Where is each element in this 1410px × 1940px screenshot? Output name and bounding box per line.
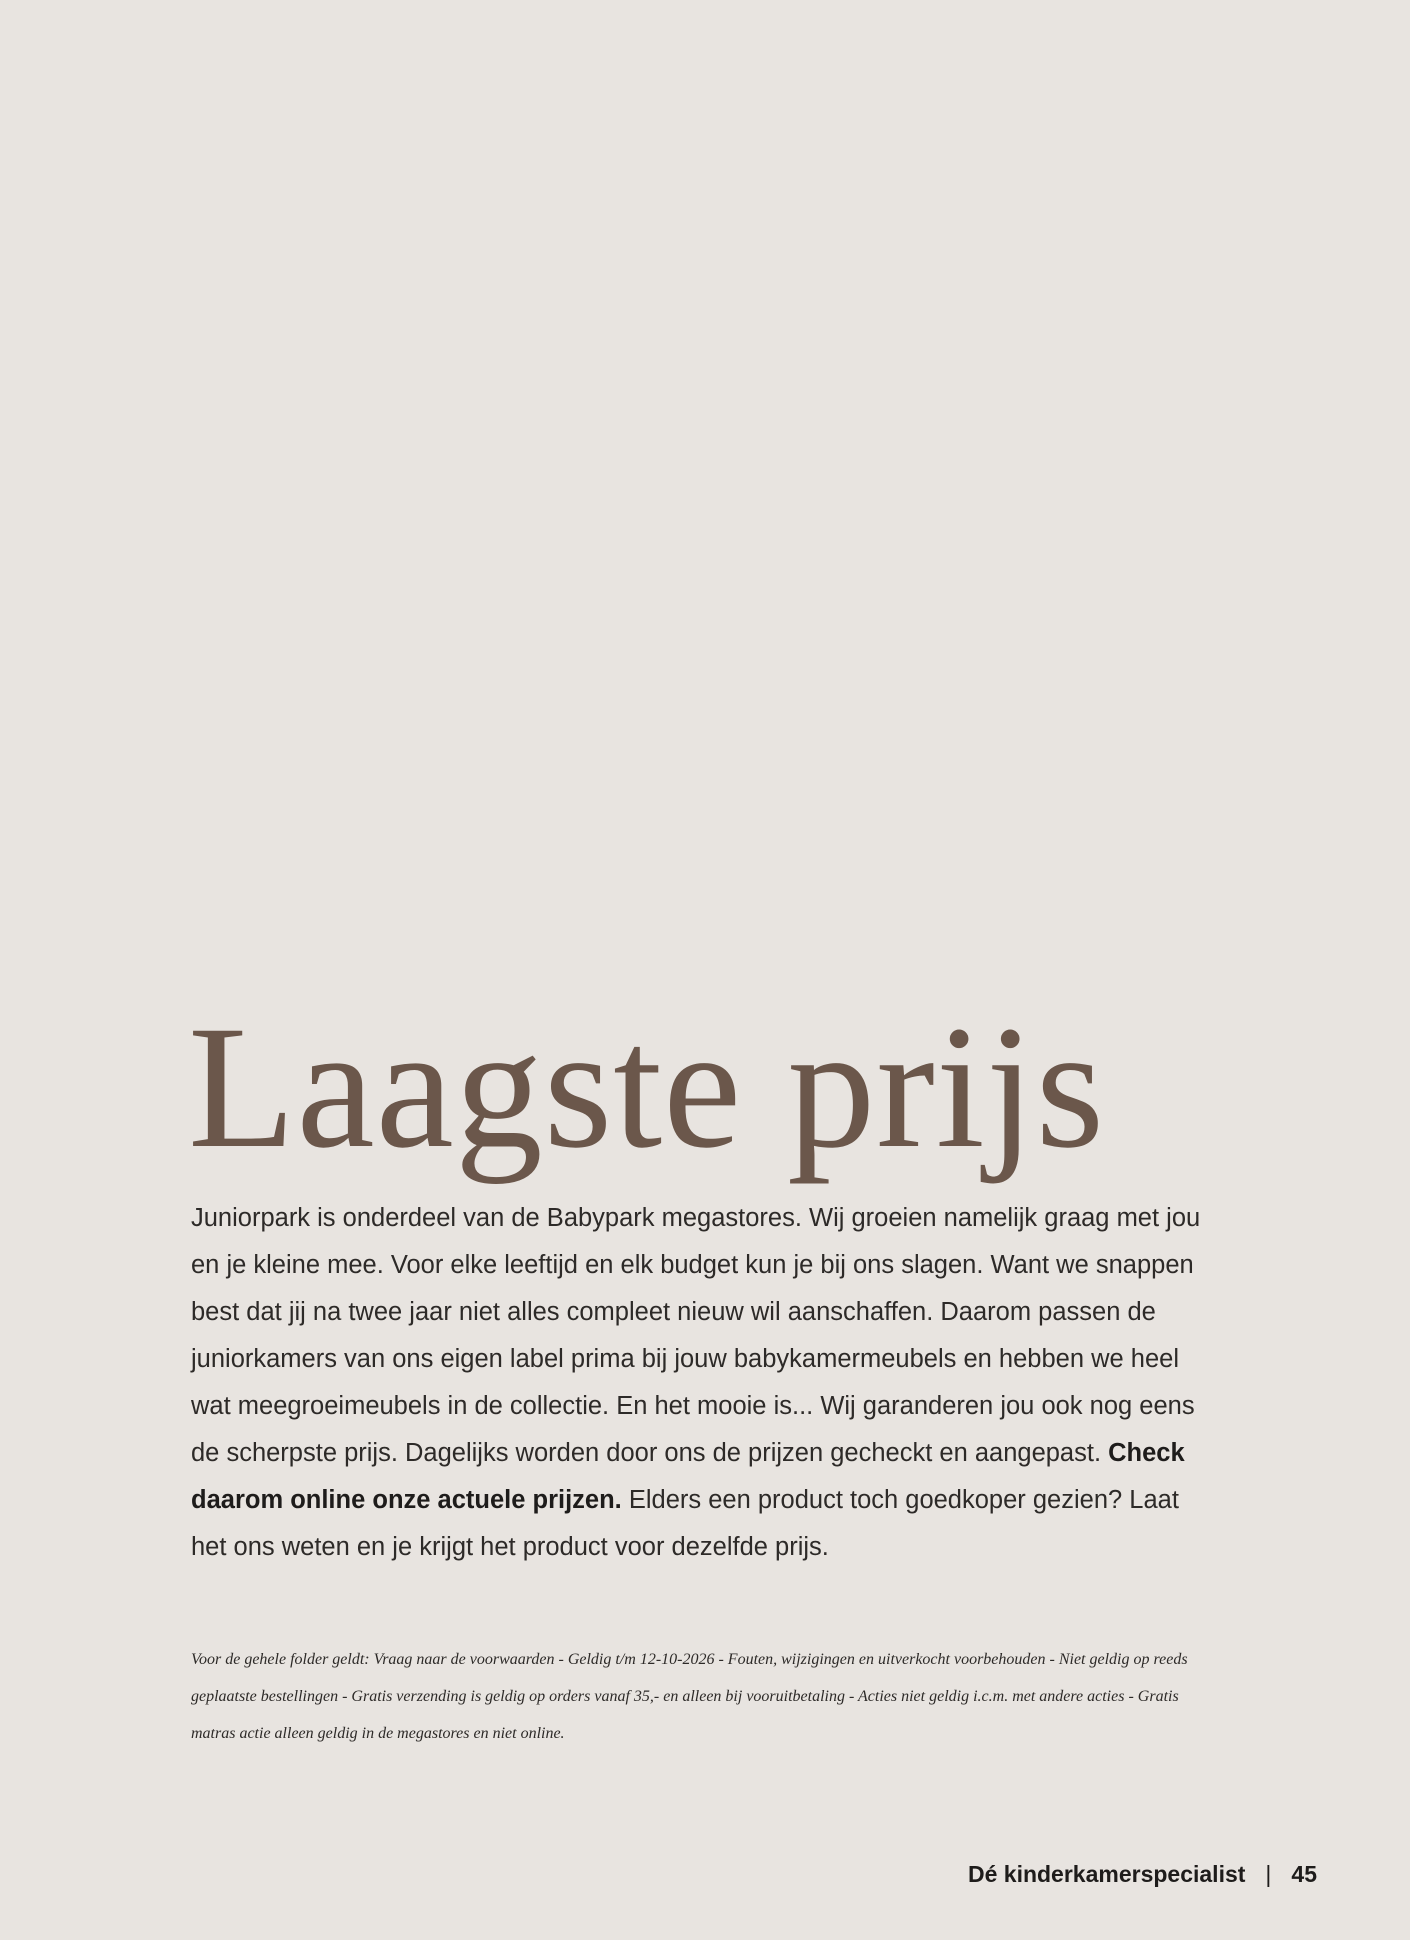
page-footer	[968, 1861, 1317, 1888]
footer-separator: |	[1265, 1861, 1272, 1887]
body-text-emphasis: Check daarom online onze actuele prijzen.	[191, 1439, 1185, 1514]
body-text-part-2: Elders een product toch goedkoper gezien? Laat het ons weten en je krijgt het product voor dezelfde prijs.	[191, 1486, 1179, 1561]
disclaimer-text: Voor de gehele folder geldt: Vraag naar de voorwaarden - Geldig t/m 12-10-2026 - Fouten, wijzigingen en uitverkocht voorbehouden - Niet geldig op reeds geplaatste bestellingen - Gratis verzending is geldig op orders vanaf 35,- en alleen bij vooruitbetaling - Acties niet geldig i.c.m. met andere acties - Gratis matras actie alleen geldig in de megastores en niet online.	[191, 1651, 1188, 1742]
body-text-part-1: Juniorpark is onderdeel van de Babypark megastores. Wij groeien namelijk graag met jou en je kleine mee. Voor elke leeftijd en elk budget kun je bij ons slagen. Want we snappen best dat jij na twee jaar niet alles compleet nieuw wil aanschaffen. Daarom passen de juniorkamers van ons eigen label prima bij jouw babykamermeubels en hebben we heel wat meegroeimeubels in de collectie. En het mooie is... Wij garanderen jou ook nog eens de scherpste prijs. Dagelijks worden door ons de prijzen gecheckt en aangepast.	[191, 1204, 1201, 1467]
page-number: 45	[1291, 1861, 1317, 1887]
footer-tagline: Dé kinderkamerspecialist	[967, 1861, 1246, 1887]
page-title: Laagste prijs	[188, 990, 1106, 1185]
body-paragraph	[191, 1195, 1221, 1571]
